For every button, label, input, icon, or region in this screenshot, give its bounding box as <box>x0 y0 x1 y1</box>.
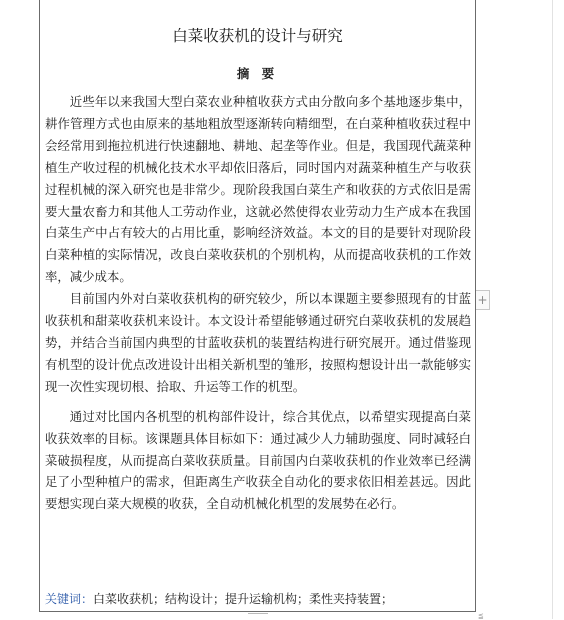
keywords-line <box>45 590 471 607</box>
document-page[interactable] <box>40 0 475 611</box>
keywords-list: 白菜收获机；结构设计；提升运输机构；柔性夹持装置； <box>93 592 394 606</box>
abstract-body[interactable] <box>45 91 471 515</box>
page-border-bottom <box>39 611 476 612</box>
paragraph-2: 目前国内外对白菜收获机构的研究较少，所以本课题主要参照现有的甘蓝收获机和甜菜收获机来设计。本文设计希望能够通过研究白菜收获机的发展趋势，并结合当前国内典型的甘蓝收获机的装置结构进行研究展开。通过借鉴现有机型的设计优点改进设计出相关新机型的雏形，按照构想设计出一款能够实现一次性实现切根、拾取、升运等工作的机型。 <box>45 291 471 394</box>
document-title: 白菜收获机的设计与研究 <box>172 27 343 45</box>
paragraph-1: 近些年以来我国大型白菜农业种植收获方式由分散向多个基地逐步集中，耕作管理方式也由原来的基地粗放型逐渐转向精细型，在白菜种植收获过程中会经常用到拖拉机进行快速翻地、耕地、起垄等作业。但是，我国现代蔬菜种植生产收过程的机械化技术水平却依旧落后，同时国内对蔬菜种植生产与收获过程机械的深入研究也是非常少。现阶段我国白菜生产和收获的方式依旧是需要大量农畜力和其他人工劳动作业，这就必然使得农业劳动力生产成本在我国白菜生产中占有较大的占用比重，影响经济效益。本文的目的是要针对现阶段白菜种植的实际情况，改良白菜收获机的个别机构，从而提高收获机的工作效率，减少成本。 <box>45 94 471 285</box>
abstract-heading: 摘 要 <box>236 66 279 81</box>
paragraph-3: 通过对比国内各机型的机构部件设计，综合其优点，以希望实现提高白菜收获效率的目标。该课题具体目标如下：通过减少人力辅助强度、同时减轻白菜破损程度，从而提高白菜收获质量。目前国内白菜收获机的作业效率已经满足了小型种植户的需求，但距离生产收获全自动化的要求依旧相差甚远。因此要想实现白菜大规模的收获，全自动机械化机型的发展势在必行。 <box>45 408 471 512</box>
keywords-label: 关键词： <box>45 592 94 606</box>
expand-plus-icon[interactable]: + <box>476 290 490 310</box>
side-panel-divider <box>552 0 553 619</box>
page-corner-mark-icon: ≦ <box>478 612 484 620</box>
